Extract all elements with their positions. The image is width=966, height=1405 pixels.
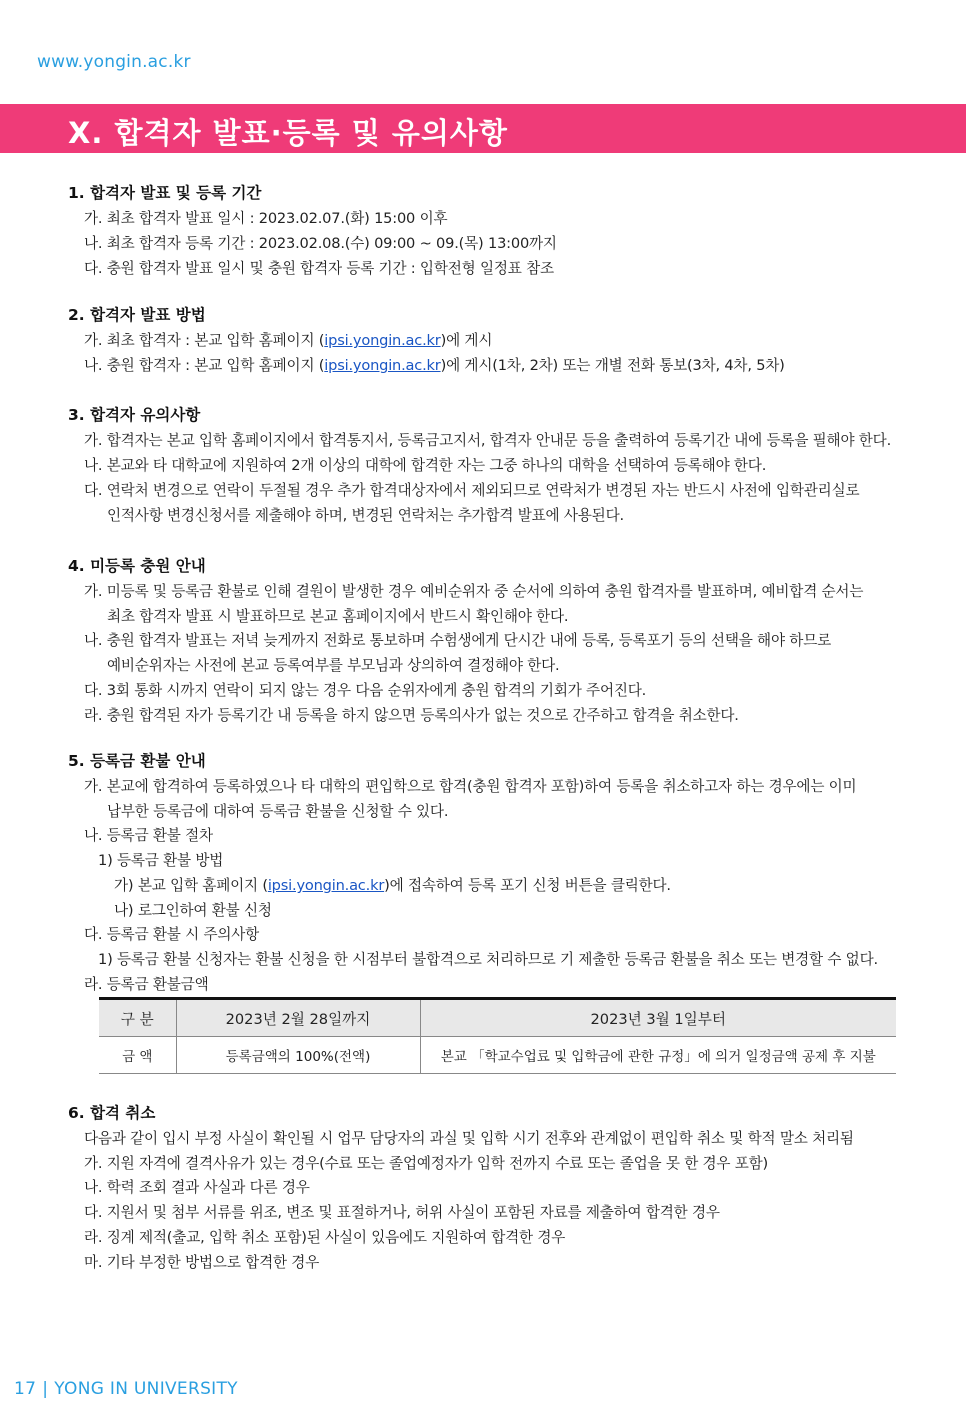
s5-item-b-1-b: 나) 로그인하여 환불 신청 [114, 902, 272, 919]
s3-item-a: 가. 합격자는 본교 입학 홈페이지에서 합격통지서, 등록금고지서, 합격자 안내문 등을 출력하여 등록기간 내에 등록을 필해야 한다. [84, 432, 892, 449]
section-1-title: 1. 합격자 발표 및 등록 기간 [68, 184, 262, 202]
s5-item-c-1: 1) 등록금 환불 신청자는 환불 신청을 한 시점부터 불합격으로 처리하므로 기 제출한 등록금 환불을 취소 또는 변경할 수 없다. [98, 951, 878, 968]
s1-item-c: 다. 충원 합격자 발표 일시 및 충원 합격자 등록 기간 : 입학전형 일정표 참조 [84, 260, 554, 277]
s1-item-b: 나. 최초 합격자 등록 기간 : 2023.02.08.(수) 09:00 ~ 09.(목) 13:00까지 [84, 235, 557, 252]
table-cell: 본교 「학교수업료 및 입학금에 관한 규정」에 의거 일정금액 공제 후 지불 [420, 1037, 896, 1074]
s3-item-c-cont: 인적사항 변경신청서를 제출해야 하며, 변경된 연락처는 추가합격 발표에 사용된다. [107, 507, 624, 524]
site-url[interactable]: www.yongin.ac.kr [37, 52, 191, 72]
section-banner [0, 104, 966, 153]
page-footer [14, 1379, 238, 1399]
s3-item-b: 나. 본교와 타 대학교에 지원하여 2개 이상의 대학에 합격한 자는 그중 하나의 대학을 선택하여 등록해야 한다. [84, 457, 767, 474]
s5-item-a-cont: 납부한 등록금에 대하여 등록금 환불을 신청할 수 있다. [107, 803, 449, 820]
table-header-row [99, 999, 896, 1037]
table-cell: 등록금액의 100%(전액) [176, 1037, 420, 1074]
section-2-title: 2. 합격자 발표 방법 [68, 306, 206, 324]
s6-item-c: 다. 지원서 및 첨부 서류를 위조, 변조 및 표절하거나, 허위 사실이 포함된 자료를 제출하여 합격한 경우 [84, 1204, 720, 1221]
s5-item-c: 다. 등록금 환불 시 주의사항 [84, 926, 260, 943]
s5-item-b: 나. 등록금 환불 절차 [84, 827, 213, 844]
section-4-title: 4. 미등록 충원 안내 [68, 557, 206, 575]
s5-item-b-1: 1) 등록금 환불 방법 [98, 852, 224, 869]
footer-separator: | [42, 1379, 49, 1399]
table-header: 2023년 3월 1일부터 [420, 999, 896, 1037]
s5-item-b-1-a: 가) 본교 입학 홈페이지 (ipsi.yongin.ac.kr)에 접속하여 등록 포기 신청 버튼을 클릭한다. [114, 877, 671, 894]
s4-item-c: 다. 3회 통화 시까지 연락이 되지 않는 경우 다음 순위자에게 충원 합격의 기회가 주어진다. [84, 682, 647, 699]
table-header: 2023년 2월 28일까지 [176, 999, 420, 1037]
table-header: 구 분 [99, 999, 176, 1037]
s3-item-c: 다. 연락처 변경으로 연락이 두절될 경우 추가 합격대상자에서 제외되므로 연락처가 변경된 자는 반드시 사전에 입학관리실로 [84, 482, 860, 499]
s6-item-d: 라. 징계 제적(출교, 입학 취소 포함)된 사실이 있음에도 지원하여 합격한 경우 [84, 1229, 566, 1246]
s4-item-a: 가. 미등록 및 등록금 환불로 인해 결원이 발생한 경우 예비순위자 중 순서에 의하여 충원 합격자를 발표하며, 예비합격 순서는 [84, 583, 864, 600]
section-3-title: 3. 합격자 유의사항 [68, 406, 201, 424]
s4-item-b: 나. 충원 합격자 발표는 저녁 늦게까지 전화로 통보하며 수험생에게 단시간 내에 등록, 등록포기 등의 선택을 해야 하므로 [84, 632, 831, 649]
table-row [99, 1037, 896, 1074]
s6-item-a: 가. 지원 자격에 결격사유가 있는 경우(수료 또는 졸업예정자가 입학 전까지 수료 또는 졸업을 못 한 경우 포함) [84, 1155, 769, 1172]
banner-title: X. 합격자 발표·등록 및 유의사항 [68, 116, 508, 150]
table-cell: 금 액 [99, 1037, 176, 1074]
s4-item-b-cont: 예비순위자는 사전에 본교 등록여부를 부모님과 상의하여 결정해야 한다. [107, 657, 560, 674]
s6-item-b: 나. 학력 조회 결과 사실과 다른 경우 [84, 1179, 310, 1196]
page-number: 17 [14, 1379, 37, 1399]
s2-item-b: 나. 충원 합격자 : 본교 입학 홈페이지 (ipsi.yongin.ac.kr)에 게시(1차, 2차) 또는 개별 전화 통보(3차, 4차, 5차) [84, 357, 785, 374]
s5-item-d: 라. 등록금 환불금액 [84, 976, 209, 993]
section-6-title: 6. 합격 취소 [68, 1104, 156, 1122]
refund-table [99, 997, 896, 1074]
section-5-title: 5. 등록금 환불 안내 [68, 752, 206, 770]
ipsi-link[interactable]: ipsi.yongin.ac.kr [324, 332, 441, 349]
ipsi-link[interactable]: ipsi.yongin.ac.kr [324, 357, 441, 374]
s2-item-a: 가. 최초 합격자 : 본교 입학 홈페이지 (ipsi.yongin.ac.kr)에 게시 [84, 332, 493, 349]
s4-item-a-cont: 최초 합격자 발표 시 발표하므로 본교 홈페이지에서 반드시 확인해야 한다. [107, 608, 569, 625]
ipsi-link[interactable]: ipsi.yongin.ac.kr [267, 877, 385, 894]
s5-item-a: 가. 본교에 합격하여 등록하였으나 타 대학의 편입학으로 합격(충원 합격자 포함)하여 등록을 취소하고자 하는 경우에는 이미 [84, 778, 857, 795]
s4-item-d: 라. 충원 합격된 자가 등록기간 내 등록을 하지 않으면 등록의사가 없는 것으로 간주하고 합격을 취소한다. [84, 707, 739, 724]
s6-item-e: 마. 기타 부정한 방법으로 합격한 경우 [84, 1254, 320, 1271]
s6-intro: 다음과 같이 입시 부정 사실이 확인될 시 업무 담당자의 과실 및 입학 시기 전후와 관계없이 편입학 취소 및 학적 말소 처리됨 [84, 1130, 854, 1147]
footer-school-name: YONG IN UNIVERSITY [54, 1379, 238, 1399]
s1-item-a: 가. 최초 합격자 발표 일시 : 2023.02.07.(화) 15:00 이후 [84, 210, 448, 227]
